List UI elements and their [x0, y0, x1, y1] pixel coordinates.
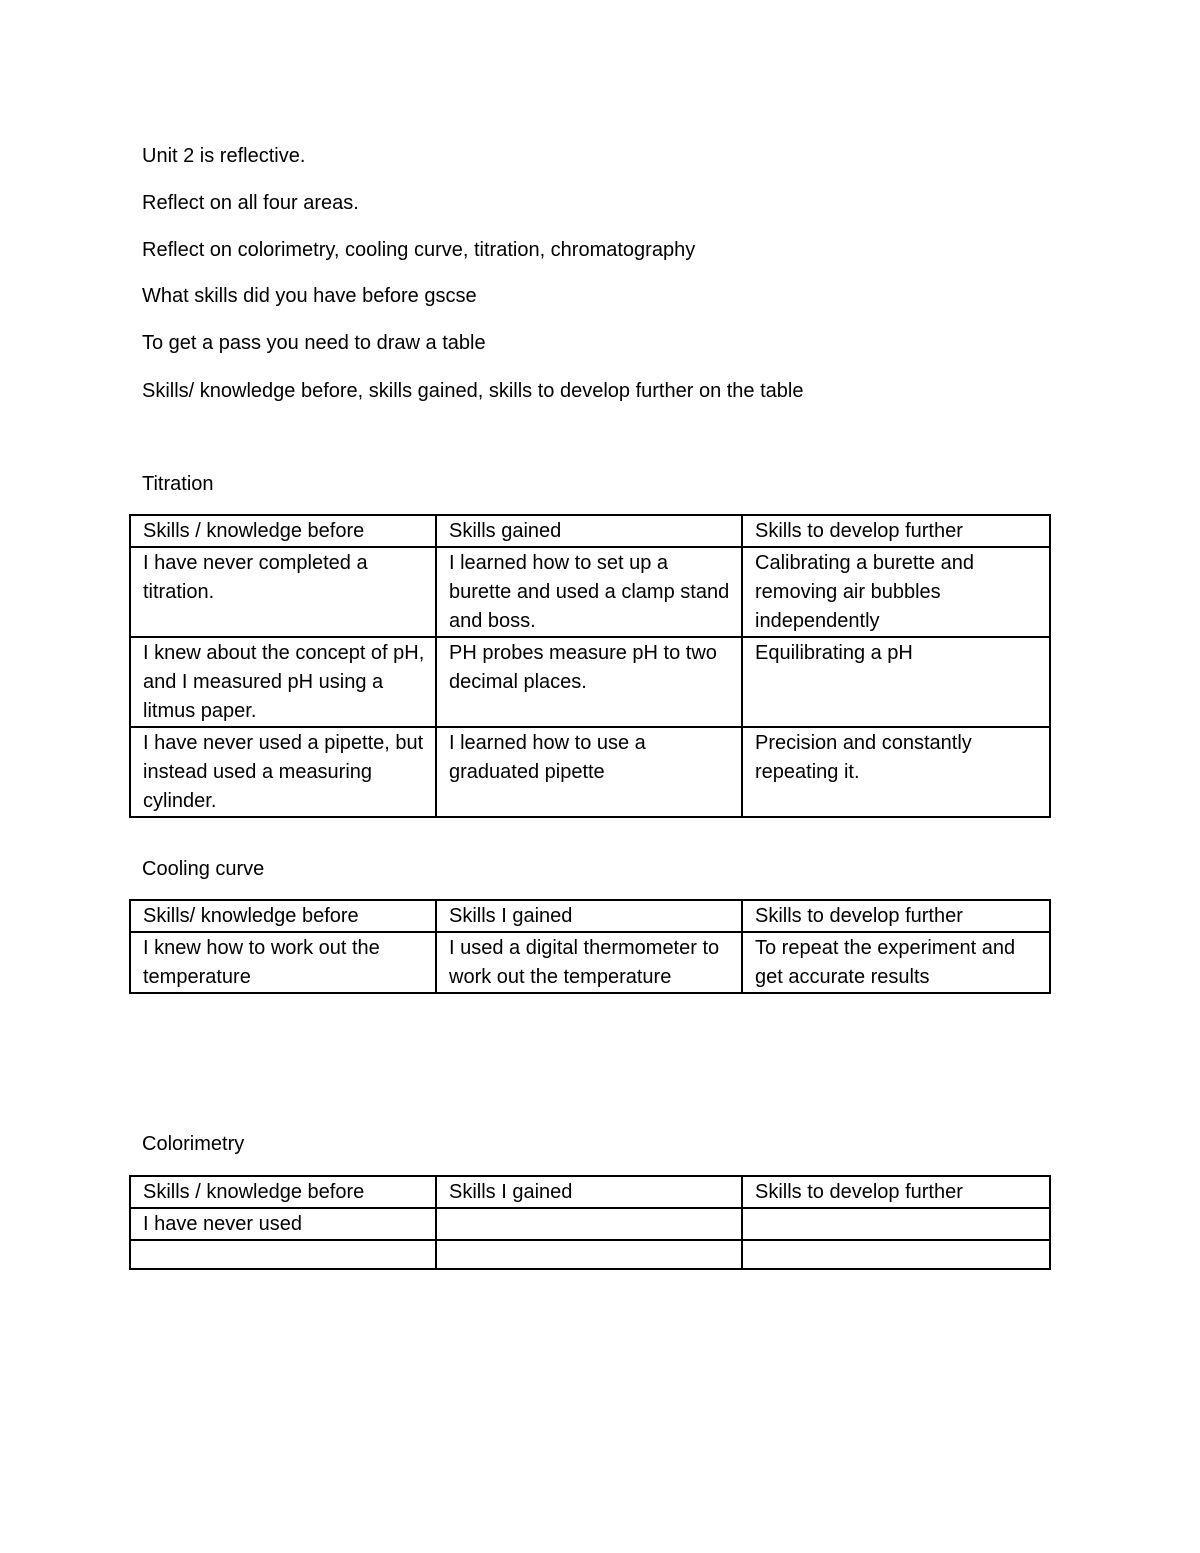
- header-cell: Skills I gained: [436, 900, 742, 932]
- table-cell: I have never completed a titration.: [130, 547, 436, 637]
- table-cell: I knew about the concept of pH, and I measured pH using a litmus paper.: [130, 637, 436, 727]
- titration-heading: Titration: [142, 473, 214, 495]
- table-cell: Equilibrating a pH: [742, 637, 1050, 727]
- table-row: [130, 1208, 1050, 1240]
- table-cell: I learned how to set up a burette and used a clamp stand and boss.: [436, 547, 742, 637]
- intro-line-1: Unit 2 is reflective.: [142, 145, 306, 167]
- table-cell: Calibrating a burette and removing air bubbles independently: [742, 547, 1050, 637]
- table-row: [130, 1240, 1050, 1269]
- table-cell: [742, 1240, 1050, 1269]
- colorimetry-heading: Colorimetry: [142, 1133, 245, 1155]
- table-cell: [436, 1240, 742, 1269]
- table-cell: I learned how to use a graduated pipette: [436, 727, 742, 817]
- titration-table: [129, 514, 1051, 818]
- table-cell: I used a digital thermometer to work out the temperature: [436, 932, 742, 993]
- colorimetry-table: [129, 1175, 1051, 1270]
- table-header-row: [130, 1176, 1050, 1208]
- table-cell: I knew how to work out the temperature: [130, 932, 436, 993]
- header-cell: Skills I gained: [436, 1176, 742, 1208]
- table-cell: PH probes measure pH to two decimal places.: [436, 637, 742, 727]
- table-row: [130, 637, 1050, 727]
- table-cell: Precision and constantly repeating it.: [742, 727, 1050, 817]
- table-row: [130, 932, 1050, 993]
- intro-line-5: To get a pass you need to draw a table: [142, 332, 486, 354]
- header-cell: Skills / knowledge before: [130, 1176, 436, 1208]
- intro-line-6: Skills/ knowledge before, skills gained, skills to develop further on the table: [142, 380, 804, 402]
- header-cell: Skills/ knowledge before: [130, 900, 436, 932]
- header-cell: Skills to develop further: [742, 1176, 1050, 1208]
- intro-line-2: Reflect on all four areas.: [142, 192, 359, 214]
- header-cell: Skills to develop further: [742, 900, 1050, 932]
- header-cell: Skills gained: [436, 515, 742, 547]
- table-row: [130, 547, 1050, 637]
- table-header-row: [130, 515, 1050, 547]
- table-header-row: [130, 900, 1050, 932]
- table-cell: I have never used: [130, 1208, 436, 1240]
- table-cell: To repeat the experiment and get accurate results: [742, 932, 1050, 993]
- table-cell: [742, 1208, 1050, 1240]
- cooling-curve-heading: Cooling curve: [142, 858, 265, 880]
- header-cell: Skills / knowledge before: [130, 515, 436, 547]
- table-row: [130, 727, 1050, 817]
- table-cell: I have never used a pipette, but instead used a measuring cylinder.: [130, 727, 436, 817]
- intro-line-3: Reflect on colorimetry, cooling curve, titration, chromatography: [142, 239, 696, 261]
- cooling-curve-table: [129, 899, 1051, 994]
- header-cell: Skills to develop further: [742, 515, 1050, 547]
- table-cell: [130, 1240, 436, 1269]
- table-cell: [436, 1208, 742, 1240]
- intro-line-4: What skills did you have before gscse: [142, 285, 477, 307]
